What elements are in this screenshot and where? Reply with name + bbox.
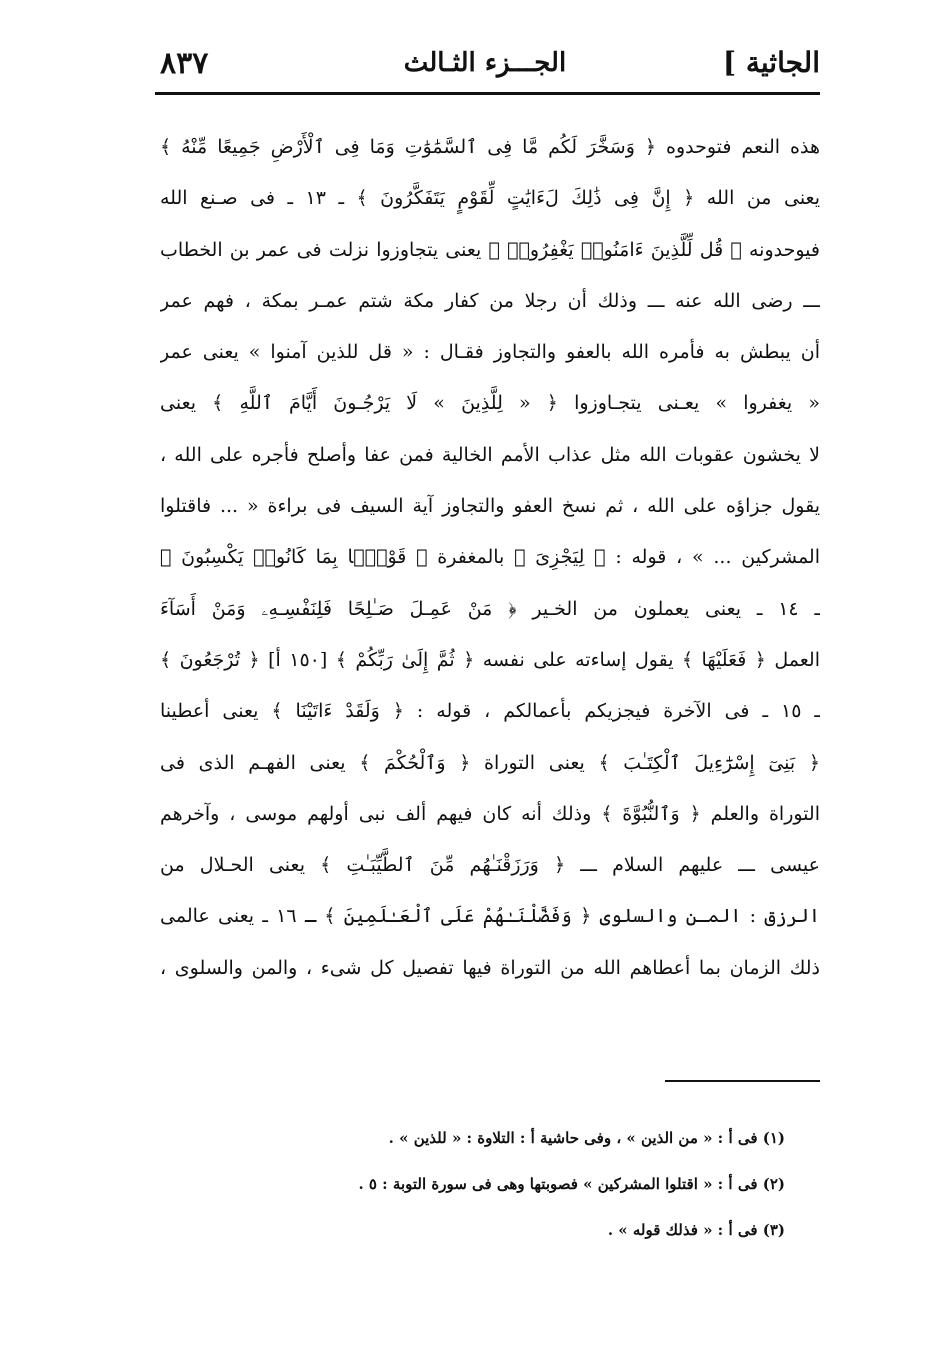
footnote: (١) فى أ : « من الذين » ، وفى حاشية أ : التلاوة : « للذين » .	[388, 1129, 785, 1147]
text-line: ـ ١٥ ـ فى الآخرة فيجزيكم بأعمالكم ، قوله : ﴿ وَلَقَدْ ءَاتَيْنَا ﴾ يعنى أعطينا	[160, 700, 820, 723]
surah-title: الجاثية ]	[722, 46, 820, 79]
text-line: يقول جزاؤه على الله ، ثم نسخ العفو والتجاوز آية السيف فى براءة « ... فاقتلوا	[160, 495, 820, 518]
header-rule	[155, 92, 820, 95]
text-line: ـ ١٤ ـ يعنى يعملون من الخـير ﴿ مَنْ عَمِـلَ صَـٰلِحًا فَلِنَفْسِـهِۦ وَمَنْ أَسَآءَ	[160, 597, 820, 620]
text-line: ـــ رضى الله عنه ـــ وذلك أن رجلا من كفار مكة شتم عمـر بمكة ، فهم عمر	[160, 289, 820, 312]
footnotes	[280, 1115, 785, 1253]
text-line: التوراة والعلم ﴿ وَٱلنُّبُوَّةَ ﴾ وذلك أنه كان فيهم ألف نبى أولهم موسى ، وآخرهم	[160, 802, 820, 825]
running-header	[150, 40, 820, 90]
footnote-rule	[665, 1080, 820, 1082]
text-line: فيوحدونه ﴿ قُل لِّلَّذِينَ ءَامَنُوا۟ يَغْفِرُوا۟ ﴾ يعنى يتجاوزوا نزلت فى عمر بن الخطاب	[160, 238, 820, 261]
main-text	[160, 122, 820, 994]
text-line: المشركين ... » ، قوله : ﴿ لِيَجْزِىَ ﴾ بالمغفرة ﴿ قَوْمًۢا بِمَا كَانُوا۟ يَكْسِبُونَ ﴾	[160, 546, 820, 569]
text-line: عيسى ـــ عليهم السلام ـــ ﴿ وَرَزَقْنَـٰهُم مِّنَ ٱلطَّيِّبَـٰتِ ﴾ يعنى الحـلال من	[160, 854, 820, 877]
text-line: ﴿ بَنِىٓ إِسْرَٰٓءِيلَ ٱلْكِتَـٰبَ ﴾ يعنى التوراة ﴿ وَٱلْحُكْمَ ﴾ يعنى الفهـم الذى فى	[160, 751, 820, 774]
text-line: الرزق : المـن والسلوى ﴿ وَفَضَّلْنَـٰهُمْ عَلَى ٱلْعَـٰلَمِينَ ﴾ ـ ١٦ ـ يعنى عالمى	[160, 905, 820, 928]
text-line: « يغفروا » يعـنى يتجـاوزوا ﴿ « لِلَّذِينَ » لَا يَرْجُـونَ أَيَّامَ ٱللَّهِ ﴾ يعنى	[160, 392, 820, 415]
text-line: أن يبطش به فأمره الله بالعفو والتجاوز فقـال : « قل للذين آمنوا » يعنى عمر	[160, 341, 820, 364]
text-line: يعنى من الله ﴿ إِنَّ فِى ذَٰلِكَ لَءَايَٰتٍ لِّقَوْمٍ يَتَفَكَّرُونَ ﴾ ـ ١٣ ـ فى صـنع الله	[160, 187, 820, 210]
footnote: (٣) فى أ : « فذلك قوله » .	[607, 1221, 785, 1239]
text-line: لا يخشون عقوبات الله مثل عذاب الأمم الخالية فمن عفا وأصلح فأجره على الله ،	[160, 443, 820, 466]
text-line: ذلك الزمان بما أعطاهم الله من التوراة فيها تفصيل كل شىء ، والمن والسلوى ،	[160, 956, 820, 979]
footnote: (٢) فى أ : « اقتلوا المشركين » فصوبتها وهى فى سورة التوبة : ٥ .	[358, 1175, 785, 1193]
text-line: العمل ﴿ فَعَلَيْهَا ﴾ يقول إساءته على نفسه ﴿ ثُمَّ إِلَىٰ رَبِّكُمْ ﴾ [١٥٠ أ] ﴿ تُرْجَعُونَ ﴾	[160, 648, 820, 671]
part-title: الجـــزء الثـالث	[403, 48, 567, 78]
page-number: ٨٣٧	[160, 46, 209, 81]
text-line: هذه النعم فتوحدوه ﴿ وَسَخَّرَ لَكُم مَّا فِى ٱلسَّمَٰوَٰتِ وَمَا فِى ٱلْأَرْضِ جَمِيعًا مِّنْهُ ﴾	[160, 136, 820, 158]
